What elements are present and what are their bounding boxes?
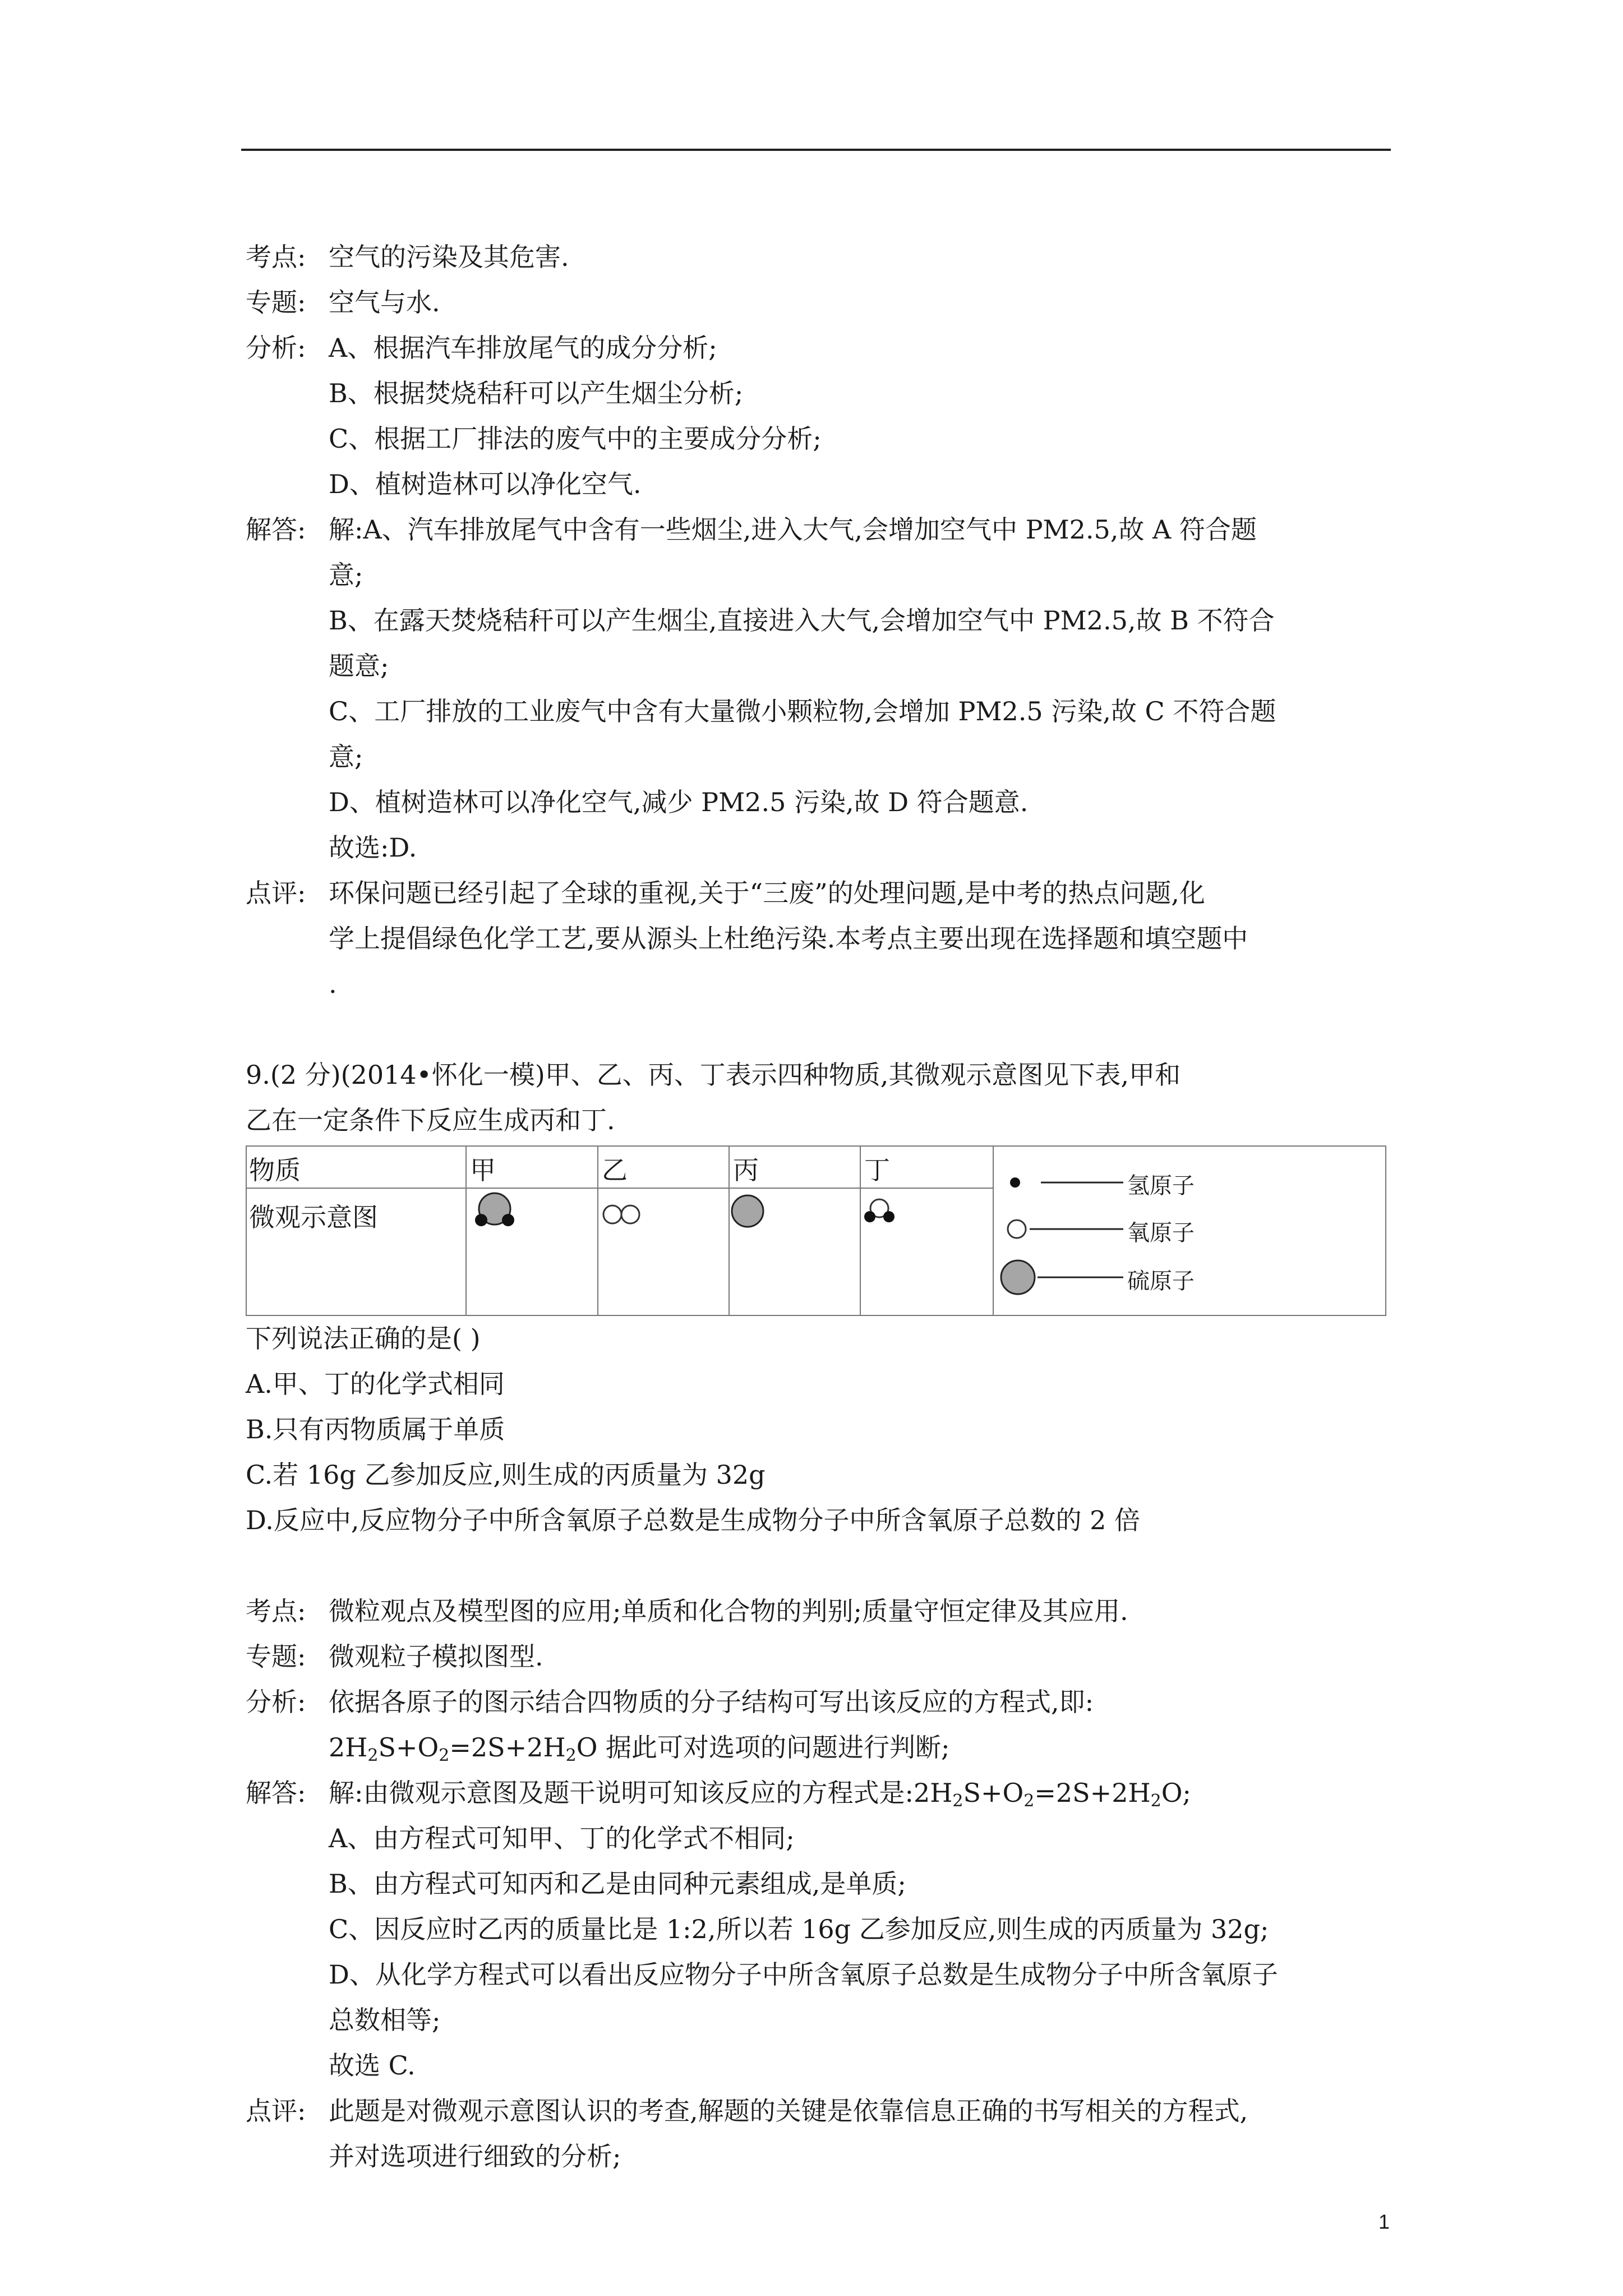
dianping-line: 学上提倡绿色化学工艺,要从源头上杜绝污染.本考点主要出现在选择题和填空题中	[329, 923, 1248, 954]
jieda-line: B、在露天焚烧秸秆可以产生烟尘,直接进入大气,会增加空气中 PM2.5,故 B 不符合	[329, 605, 1275, 636]
kaodian-text: 空气的污染及其危害.	[329, 242, 569, 272]
q8-kaodian	[246, 234, 1401, 280]
q8-jieda	[246, 507, 1401, 553]
molecule-table-grid	[246, 1145, 1386, 1316]
fenxi-label: 分析:	[246, 1687, 306, 1717]
legend-oxygen-icon	[1008, 1220, 1123, 1238]
q9-fenxi	[246, 1680, 1401, 1725]
jieda-line: D、从化学方程式可以看出反应物分子中所含氧原子总数是生成物分子中所含氧原子	[329, 1959, 1278, 1990]
q9-option-b: B.只有丙物质属于单质	[246, 1414, 505, 1444]
legend-hydrogen-icon	[1010, 1177, 1123, 1188]
jieda-line: D、植树造林可以净化空气,减少 PM2.5 污染,故 D 符合题意.	[329, 787, 1029, 817]
table-column-header: 乙	[602, 1155, 628, 1185]
molecule-ding-icon	[864, 1199, 895, 1222]
jieda-line: A、由方程式可知甲、丁的化学式不相同;	[329, 1823, 795, 1853]
q9-dianping	[246, 2088, 1401, 2134]
q9-stem-line: 9.(2 分)(2014•怀化一模)甲、乙、丙、丁表示四种物质,其微观示意图见下表,甲和	[246, 1060, 1181, 1090]
chemical-equation: $2H_2S+O_2=2S+2H_2O$	[329, 1732, 598, 1765]
jieda-line: C、因反应时乙丙的质量比是 1:2,所以若 16g 乙参加反应,则生成的丙质量为 32g;	[329, 1914, 1269, 1944]
jieda-line: 解:A、汽车排放尾气中含有一些烟尘,进入大气,会增加空气中 PM2.5,故 A 符合题	[329, 514, 1257, 545]
dianping-label: 点评:	[246, 878, 306, 908]
fenxi-equation-suffix: 据此可对选项的问题进行判断;	[606, 1732, 950, 1763]
fenxi-line: 依据各原子的图示结合四物质的分子结构可写出该反应的方程式,即:	[329, 1687, 1094, 1717]
jieda-line: C、工厂排放的工业废气中含有大量微小颗粒物,会增加 PM2.5 污染,故 C 不符合题	[329, 696, 1276, 726]
table-column-header: 甲	[470, 1155, 496, 1185]
zhuanti-text: 空气与水.	[329, 287, 440, 318]
table-column-header: 丁	[864, 1155, 890, 1185]
table-row-label: 微观示意图	[249, 1202, 378, 1232]
jieda-line: 总数相等;	[329, 2005, 441, 2035]
fenxi-line: C、根据工厂排法的废气中的主要成分分析;	[329, 424, 822, 454]
zhuanti-text: 微观粒子模拟图型.	[329, 1641, 543, 1672]
q9-stem-line: 乙在一定条件下反应生成丙和丁.	[246, 1105, 615, 1135]
dianping-line: 环保问题已经引起了全球的重视,关于“三废”的处理问题,是中考的热点问题,化	[329, 878, 1205, 908]
kaodian-label: 考点:	[246, 242, 306, 272]
dianping-line: 并对选项进行细致的分析;	[329, 2141, 621, 2171]
legend-oxygen-label: 氧原子	[1127, 1220, 1195, 1246]
molecule-bing-icon	[732, 1195, 763, 1227]
fenxi-equation-line	[246, 1725, 1401, 1770]
legend-sulfur-icon	[1001, 1260, 1123, 1294]
zhuanti-label: 专题:	[246, 287, 306, 318]
dianping-line: 此题是对微观示意图认识的考查,解题的关键是依靠信息正确的书写相关的方程式,	[329, 2096, 1248, 2126]
legend-sulfur-label: 硫原子	[1127, 1268, 1195, 1294]
q9-zhuanti	[246, 1634, 1401, 1680]
fenxi-line: D、植树造林可以净化空气.	[329, 469, 642, 499]
fenxi-line: B、根据焚烧秸秆可以产生烟尘分析;	[329, 378, 744, 408]
page-number: 1	[1378, 2210, 1390, 2233]
q9-option-d: D.反应中,反应物分子中所含氧原子总数是生成物分子中所含氧原子总数的 2 倍	[246, 1505, 1140, 1535]
jieda-line	[329, 1770, 1191, 1816]
fenxi-label: 分析:	[246, 333, 306, 363]
q9-option-a: A.甲、丁的化学式相同	[246, 1369, 505, 1399]
table-column-header: 丙	[733, 1155, 759, 1185]
kaodian-text: 微粒观点及模型图的应用;单质和化合物的判别;质量守恒定律及其应用.	[329, 1596, 1128, 1626]
q9-jieda	[246, 1770, 1401, 1816]
jieda-line: B、由方程式可知丙和乙是由同种元素组成,是单质;	[329, 1869, 906, 1899]
q9-option-c: C.若 16g 乙参加反应,则生成的丙质量为 32g	[246, 1460, 766, 1490]
dianping-label: 点评:	[246, 2096, 306, 2126]
jieda-line: 故选 C.	[329, 2050, 416, 2081]
q8-dianping	[246, 871, 1401, 916]
jieda-line: 故选:D.	[329, 832, 417, 863]
q9-question: 下列说法正确的是( )	[246, 1323, 481, 1354]
jieda-label: 解答:	[246, 1778, 306, 1808]
zhuanti-label: 专题:	[246, 1641, 306, 1672]
q8-zhuanti	[246, 280, 1401, 325]
kaodian-label: 考点:	[246, 1596, 306, 1626]
molecule-yi-icon	[603, 1205, 639, 1223]
molecule-table	[246, 1145, 1386, 1316]
molecule-jia-icon	[475, 1193, 514, 1226]
jieda-line: 意;	[329, 560, 363, 590]
q8-fenxi	[246, 325, 1401, 371]
table-header-label: 物质	[249, 1155, 301, 1185]
fenxi-line: A、根据汽车排放尾气的成分分析;	[329, 333, 717, 363]
header-rule	[241, 149, 1391, 151]
document-body	[246, 234, 1401, 2179]
jieda-line: 意;	[329, 742, 363, 772]
dianping-line: .	[329, 969, 337, 999]
q9-kaodian	[246, 1589, 1401, 1634]
legend-hydrogen-label: 氢原子	[1127, 1173, 1195, 1199]
jieda-line: 题意;	[329, 651, 389, 681]
jieda-label: 解答:	[246, 514, 306, 545]
chemical-equation: $2H_2S+O_2=2S+2H_2O$;	[914, 1778, 1191, 1811]
jieda-first-text: 解:由微观示意图及题干说明可知该反应的方程式是:	[329, 1778, 914, 1808]
